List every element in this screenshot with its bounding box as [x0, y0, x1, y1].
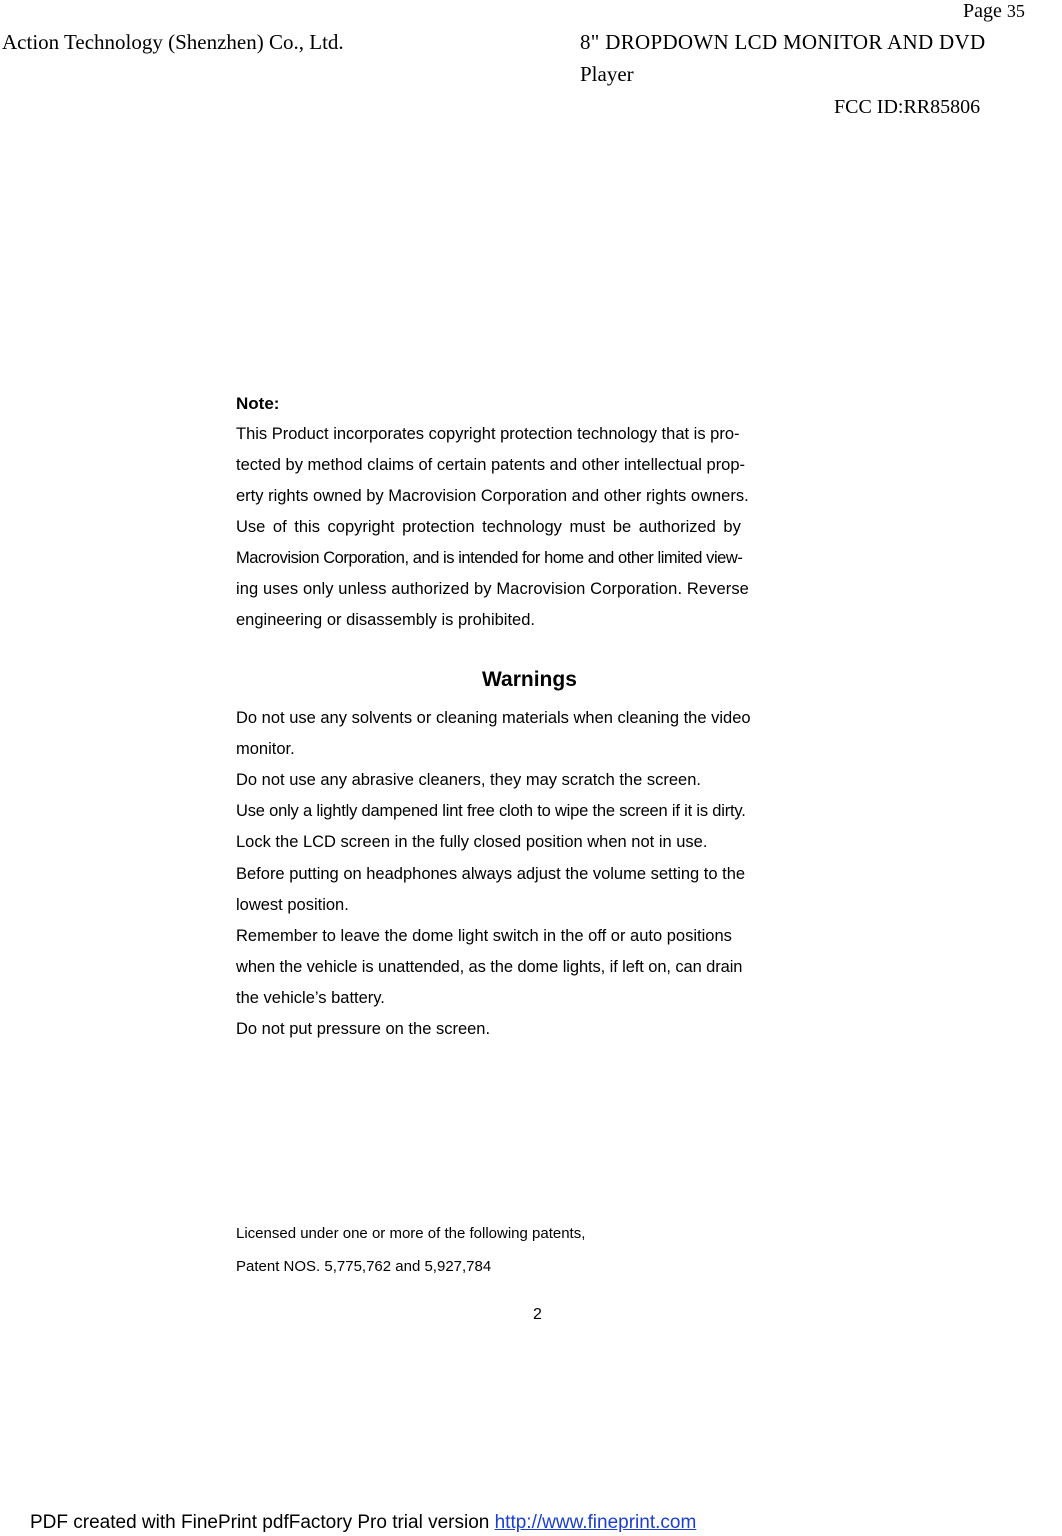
- note-line: Macrovision Corporation, and is intended for home and other limited view-: [236, 549, 743, 567]
- patent-numbers: Patent NOS. 5,775,762 and 5,927,784: [236, 1258, 492, 1275]
- warnings-heading: Warnings: [482, 668, 577, 691]
- note-line: ing uses only unless authorized by Macrovision Corporation. Reverse: [236, 580, 749, 598]
- product-title-line1: 8" DROPDOWN LCD MONITOR AND DVD: [580, 30, 986, 54]
- note-line: erty rights owned by Macrovision Corporation and other rights owners.: [236, 487, 749, 505]
- note-line: This Product incorporates copyright protection technology that is pro-: [236, 425, 740, 443]
- note-line: Use of this copyright protection technology must be authorized by: [236, 518, 741, 536]
- note-line: tected by method claims of certain patents and other intellectual prop-: [236, 456, 746, 474]
- warning-line: when the vehicle is unattended, as the dome lights, if left on, can drain: [236, 958, 743, 976]
- manual-page-number: 2: [533, 1306, 542, 1323]
- warning-line: the vehicle’s battery.: [236, 989, 385, 1007]
- page-number: [963, 0, 1025, 23]
- page-label: Page: [963, 0, 1002, 22]
- license-text: Licensed under one or more of the following patents,: [236, 1225, 586, 1242]
- note-heading: Note:: [236, 394, 280, 413]
- product-title-line2: Player: [580, 62, 634, 86]
- fcc-id: FCC ID:RR85806: [834, 96, 981, 118]
- warning-line: Use only a lightly dampened lint free cloth to wipe the screen if it is dirty.: [236, 802, 746, 820]
- warning-line: monitor.: [236, 740, 295, 758]
- warning-line: Remember to leave the dome light switch in the off or auto positions: [236, 927, 732, 945]
- fineprint-link[interactable]: http://www.fineprint.com: [494, 1512, 697, 1533]
- warning-line: Do not use any solvents or cleaning materials when cleaning the video: [236, 709, 751, 727]
- warning-line: Before putting on headphones always adjust the volume setting to the: [236, 865, 746, 883]
- pdf-footer: [30, 1512, 696, 1534]
- warning-line: lowest position.: [236, 896, 349, 914]
- page-number-value: 35: [1006, 1, 1025, 21]
- note-line: engineering or disassembly is prohibited.: [236, 611, 535, 629]
- footer-text: PDF created with FinePrint pdfFactory Pro trial version: [30, 1512, 495, 1533]
- warning-line: Do not use any abrasive cleaners, they may scratch the screen.: [236, 771, 701, 789]
- warning-line: Do not put pressure on the screen.: [236, 1020, 491, 1038]
- company-name: Action Technology (Shenzhen) Co., Ltd.: [2, 30, 344, 54]
- warning-line: Lock the LCD screen in the fully closed position when not in use.: [236, 833, 708, 851]
